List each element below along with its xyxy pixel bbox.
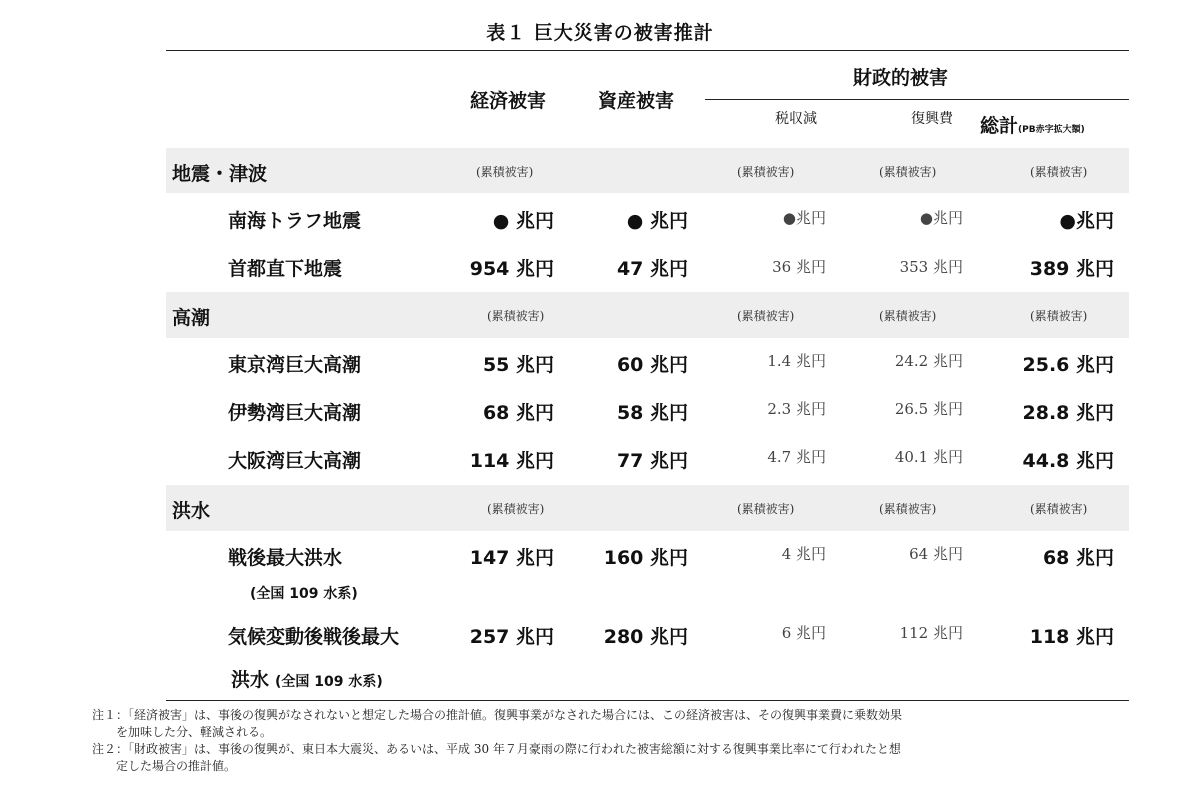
footnotes (92, 707, 902, 775)
tax-value: 1.4 兆円 (767, 352, 826, 370)
cumulative-note: (累積被害) (879, 502, 937, 516)
economic-value: 114 兆円 (469, 450, 554, 472)
row-label-line2 (231, 665, 383, 692)
total-value: 118 兆円 (1029, 626, 1114, 648)
cumulative-note: (累積被害) (1030, 502, 1088, 516)
economic-value: ● 兆円 (492, 210, 554, 232)
economic-value: 55 兆円 (482, 354, 554, 376)
row-label-cont: 洪水 (231, 669, 270, 691)
cumulative-note: (累積被害) (476, 165, 534, 179)
row-sublabel: (全国 109 水系) (250, 586, 358, 602)
table-title: 表１ 巨大災害の被害推計 (486, 22, 714, 44)
asset-value: 58 兆円 (616, 402, 688, 424)
total-value: 28.8 兆円 (1022, 402, 1114, 424)
header-total-note: (PB赤字拡大額) (1018, 125, 1085, 135)
total-value: 25.6 兆円 (1022, 354, 1114, 376)
footnote-line: を加味した分、軽減される。 (92, 725, 273, 739)
asset-value: 60 兆円 (616, 354, 688, 376)
reconstruction-value: 112 兆円 (899, 624, 963, 642)
reconstruction-value: 353 兆円 (899, 258, 963, 276)
section-band-flood (166, 485, 1129, 531)
asset-value: 280 兆円 (603, 626, 688, 648)
row-sublabel: (全国 109 水系) (275, 674, 383, 690)
cumulative-note: (累積被害) (487, 502, 545, 516)
economic-value: 257 兆円 (469, 626, 554, 648)
section-label-quake: 地震・津波 (172, 163, 268, 185)
asset-value: ● 兆円 (626, 210, 688, 232)
cumulative-note: (累積被害) (1030, 165, 1088, 179)
header-asset: 資産被害 (598, 90, 675, 112)
cumulative-note: (累積被害) (737, 309, 795, 323)
row-label: 戦後最大洪水 (228, 547, 343, 569)
header-fiscal: 財政的被害 (853, 67, 949, 89)
total-value: 389 兆円 (1029, 258, 1114, 280)
cumulative-note: (累積被害) (879, 165, 937, 179)
tax-value: 36 兆円 (772, 258, 826, 276)
tax-value: 4 兆円 (781, 545, 826, 563)
asset-value: 47 兆円 (616, 258, 688, 280)
row-label: 首都直下地震 (228, 258, 343, 280)
header-tax: 税収減 (775, 111, 817, 127)
cumulative-note: (累積被害) (879, 309, 937, 323)
tax-value: ●兆円 (782, 209, 826, 227)
bottom-rule (166, 700, 1129, 701)
row-label: 伊勢湾巨大高潮 (228, 402, 362, 424)
cumulative-note: (累積被害) (487, 309, 545, 323)
header-reconstruction: 復興費 (911, 111, 953, 127)
cumulative-note: (累積被害) (1030, 309, 1088, 323)
reconstruction-value: ●兆円 (919, 209, 963, 227)
reconstruction-value: 26.5 兆円 (894, 400, 963, 418)
cumulative-note: (累積被害) (737, 502, 795, 516)
row-label: 南海トラフ地震 (228, 210, 362, 232)
economic-value: 68 兆円 (482, 402, 554, 424)
asset-value: 77 兆円 (616, 450, 688, 472)
tax-value: 4.7 兆円 (767, 448, 826, 466)
row-label: 東京湾巨大高潮 (228, 354, 362, 376)
section-label-surge: 高潮 (172, 307, 211, 329)
tax-value: 2.3 兆円 (767, 400, 826, 418)
reconstruction-value: 40.1 兆円 (894, 448, 963, 466)
economic-value: 147 兆円 (469, 547, 554, 569)
fiscal-rule (705, 99, 1129, 100)
top-rule (166, 50, 1129, 51)
total-value: 44.8 兆円 (1022, 450, 1114, 472)
reconstruction-value: 24.2 兆円 (894, 352, 963, 370)
total-value: ●兆円 (1059, 210, 1114, 232)
section-label-flood: 洪水 (172, 500, 211, 522)
header-total (980, 111, 1085, 138)
tax-value: 6 兆円 (781, 624, 826, 642)
row-label: 気候変動後戦後最大 (228, 626, 400, 648)
header-total-label: 総計 (980, 115, 1019, 137)
header-economic: 経済被害 (470, 90, 547, 112)
section-band-quake (166, 148, 1129, 193)
asset-value: 160 兆円 (603, 547, 688, 569)
total-value: 68 兆円 (1042, 547, 1114, 569)
cumulative-note: (累積被害) (737, 165, 795, 179)
section-band-surge (166, 292, 1129, 338)
reconstruction-value: 64 兆円 (909, 545, 963, 563)
row-label: 大阪湾巨大高潮 (228, 450, 362, 472)
footnote-line: 注１：「経済被害」は、事後の復興がなされないと想定した場合の推計値。復興事業がなされた場合には、この経済被害は、その復興事業費に乗数効果 (92, 708, 903, 722)
economic-value: 954 兆円 (469, 258, 554, 280)
footnote-line: 注２：「財政被害」は、事後の復興が、東日本大震災、あるいは、平成 30 年７月豪雨の際に行われた被害総額に対する復興事業比率にて行われたと想 (92, 742, 901, 756)
footnote-line: 定した場合の推計値。 (92, 759, 237, 773)
